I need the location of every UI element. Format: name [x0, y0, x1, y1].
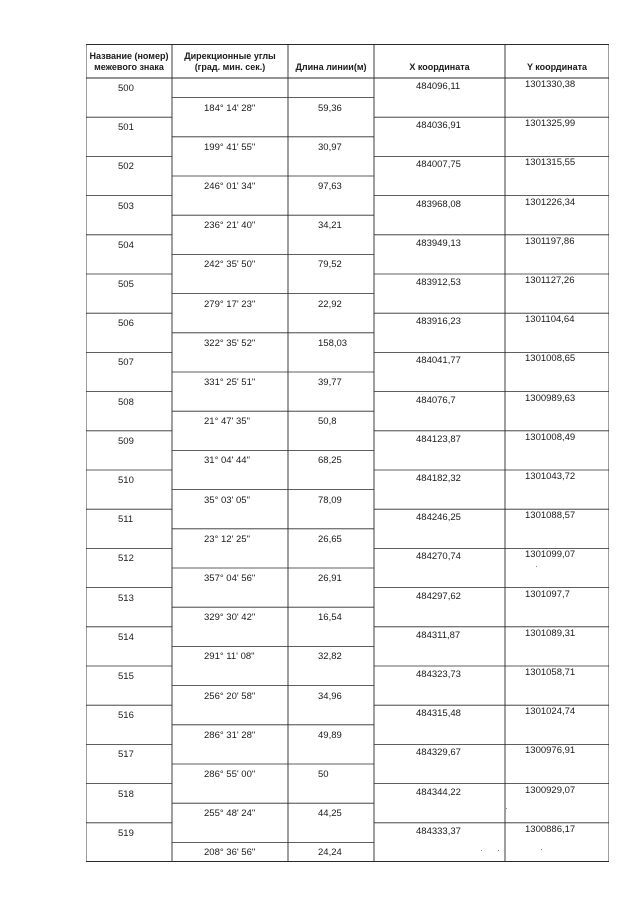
x-coordinate: 483968,08	[416, 198, 461, 210]
x-coordinate: 483912,53	[416, 277, 461, 288]
y-coordinate: 1300929,07	[525, 784, 576, 796]
point-name: 514	[118, 631, 134, 643]
point-name: 511	[118, 514, 134, 526]
x-coordinate: 484041,77	[416, 355, 461, 367]
y-coordinate: 1301043,72	[525, 471, 576, 482]
header-point-name-line1: Название (номер)	[89, 51, 169, 61]
x-coordinate: 484323,73	[416, 669, 461, 680]
point-name: 505	[118, 279, 134, 290]
line-length: 44,25	[318, 808, 342, 820]
line-length: 22,92	[318, 298, 342, 310]
y-coordinate: 1301197,86	[525, 235, 575, 247]
point-name: 503	[118, 200, 134, 212]
direction-angle: 31° 04' 44"	[204, 455, 250, 467]
line-length: 32,82	[318, 651, 342, 663]
line-length: 158,03	[318, 337, 348, 349]
point-name: 501	[118, 122, 134, 134]
y-coordinate: 1301099,07	[525, 549, 576, 561]
line-length: 79,52	[318, 259, 342, 271]
y-coordinate: 1301104,64	[525, 314, 575, 326]
x-coordinate: 484311,87	[416, 629, 461, 641]
header-angle-line2: (град. мин. сек.)	[194, 62, 266, 72]
direction-angle: 286° 31' 28"	[204, 729, 256, 741]
x-coordinate: 484344,22	[416, 786, 461, 798]
line-length: 24,24	[318, 847, 342, 859]
point-name: 508	[118, 396, 134, 408]
header-point-name	[86, 51, 172, 73]
point-name: 504	[118, 239, 134, 251]
x-coordinate: 484182,32	[416, 473, 461, 484]
x-coordinate: 483916,23	[416, 316, 461, 328]
x-coordinate: 484333,37	[416, 825, 461, 837]
y-coordinate: 1301097,7	[525, 588, 570, 600]
point-name: 519	[118, 827, 134, 839]
header-x: X координата	[409, 62, 470, 72]
header-angle	[172, 51, 288, 73]
line-length: 26,65	[318, 533, 342, 545]
point-name: 512	[118, 553, 134, 565]
coordinates-table	[86, 44, 609, 862]
header-angle-line1: Дирекционные углы	[184, 51, 276, 61]
point-name: 516	[118, 710, 134, 722]
x-coordinate: 484329,67	[416, 747, 461, 759]
direction-angle: 21° 47' 35"	[204, 416, 250, 428]
x-coordinate: 484297,62	[416, 590, 461, 602]
x-coordinate: 483949,13	[416, 237, 461, 249]
y-coordinate: 1301089,31	[525, 627, 576, 639]
y-coordinate: 1301008,65	[525, 353, 576, 365]
y-coordinate: 1301330,38	[525, 79, 576, 90]
y-coordinate: 1300989,63	[525, 392, 576, 404]
header-y: Y координата	[526, 62, 588, 72]
direction-angle: 286° 55' 00"	[204, 769, 256, 780]
direction-angle: 329° 30' 42"	[204, 612, 256, 624]
y-coordinate: 1301058,71	[525, 667, 576, 678]
line-length: 50	[318, 769, 329, 780]
line-length: 50,8	[318, 416, 337, 428]
y-coordinate: 1301226,34	[525, 196, 576, 208]
line-length: 34,96	[318, 690, 342, 702]
direction-angle: 279° 17' 23"	[204, 298, 256, 310]
direction-angle: 184° 14' 28"	[204, 102, 256, 114]
line-length: 78,09	[318, 494, 342, 506]
header-length: Длина линии(м)	[295, 62, 367, 72]
point-name: 506	[118, 318, 134, 330]
y-coordinate: 1301008,49	[525, 431, 576, 443]
line-length: 26,91	[318, 573, 342, 584]
x-coordinate: 484315,48	[416, 708, 461, 720]
line-length: 39,77	[318, 377, 342, 388]
direction-angle: 208° 36' 56"	[204, 847, 256, 859]
line-length: 68,25	[318, 455, 342, 467]
line-length: 49,89	[318, 729, 342, 741]
x-coordinate: 484007,75	[416, 159, 461, 171]
direction-angle: 246° 01' 34"	[204, 181, 256, 192]
direction-angle: 199° 41' 55"	[204, 141, 256, 153]
point-name: 513	[118, 592, 134, 604]
direction-angle: 23° 12' 25"	[204, 533, 250, 545]
direction-angle: 357° 04' 56"	[204, 573, 256, 584]
line-length: 59,36	[318, 102, 342, 114]
x-coordinate: 484270,74	[416, 551, 461, 563]
line-length: 16,54	[318, 612, 342, 624]
point-name: 500	[118, 83, 134, 94]
x-coordinate: 484123,87	[416, 433, 461, 445]
header-point-name-line2: межевого знака	[94, 62, 164, 72]
x-coordinate: 484076,7	[416, 394, 456, 406]
point-name: 510	[118, 475, 134, 486]
point-name: 509	[118, 435, 134, 447]
x-coordinate: 484096,11	[416, 81, 461, 92]
x-coordinate: 484246,25	[416, 512, 461, 524]
point-name: 515	[118, 671, 134, 682]
y-coordinate: 1301088,57	[525, 510, 576, 522]
point-name: 518	[118, 788, 134, 800]
line-length: 30,97	[318, 141, 342, 153]
direction-angle: 291° 11' 08"	[204, 651, 255, 663]
direction-angle: 242° 35' 50"	[204, 259, 256, 271]
direction-angle: 255° 48' 24"	[204, 808, 256, 820]
y-coordinate: 1300976,91	[525, 745, 576, 757]
y-coordinate: 1301127,26	[525, 275, 575, 286]
y-coordinate: 1301315,55	[525, 157, 576, 169]
line-length: 34,21	[318, 220, 342, 232]
direction-angle: 256° 20' 58"	[204, 690, 256, 702]
point-name: 517	[118, 749, 134, 761]
y-coordinate: 1301024,74	[525, 706, 576, 718]
direction-angle: 331° 25' 51"	[204, 377, 256, 388]
y-coordinate: 1301325,99	[525, 118, 576, 130]
x-coordinate: 484036,91	[416, 120, 461, 132]
point-name: 502	[118, 161, 134, 173]
point-name: 507	[118, 357, 134, 369]
y-coordinate: 1300886,17	[525, 823, 576, 835]
line-length: 97,63	[318, 181, 342, 192]
direction-angle: 322° 35' 52"	[204, 337, 256, 349]
direction-angle: 35° 03' 05"	[204, 494, 250, 506]
direction-angle: 236° 21' 40"	[204, 220, 256, 232]
